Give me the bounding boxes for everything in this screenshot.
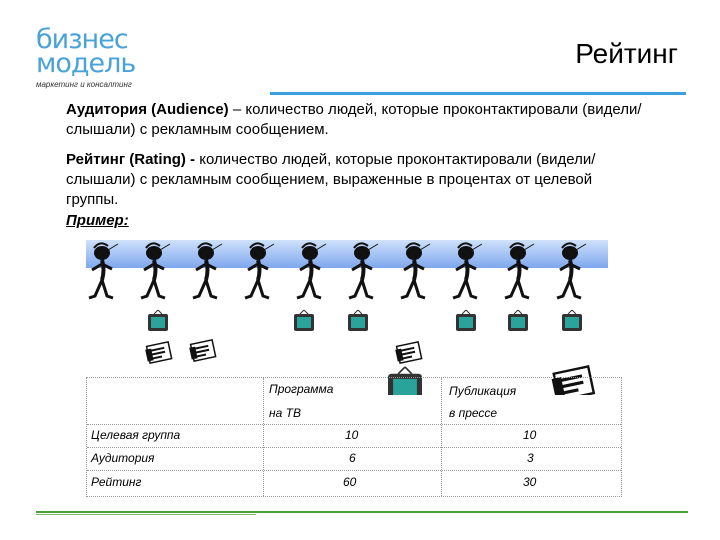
tv-icon-5 [508, 310, 528, 331]
people-illustration [86, 238, 608, 308]
audience-definition [66, 100, 646, 140]
row-label-audience: Аудитория [91, 451, 155, 465]
row-value-tv-rating: 60 [343, 475, 357, 489]
row-value-press-audience: 3 [527, 451, 534, 465]
logo [36, 24, 148, 94]
person-figure-6 [349, 243, 378, 298]
page-title: Рейтинг [575, 38, 678, 69]
logo-line2: модель [36, 48, 136, 79]
rating-term: Рейтинг (Rating) - [66, 151, 196, 168]
row-value-tv-audience: 6 [349, 451, 356, 465]
person-figure-1 [89, 243, 118, 298]
newspaper-icon-1 [145, 342, 171, 363]
audience-term: Аудитория (Audience) [66, 101, 229, 118]
rating-text: количество людей, которые проконтактировали (видели/слышали) с рекламным сообщением, выраженные в процентах от целевой группы. [66, 151, 596, 208]
header-press-line2: в прессе [449, 406, 498, 420]
newspaper-icon-2 [189, 340, 215, 361]
header-press-line1: Публикация [449, 384, 517, 398]
row-value-press-rating: 30 [523, 475, 537, 489]
person-figure-10 [557, 243, 586, 298]
rating-definition [66, 150, 646, 210]
row-label-rating: Рейтинг [91, 475, 142, 489]
tv-icon-6 [562, 310, 582, 331]
header-tv-line2: на ТВ [269, 406, 301, 420]
title-rule [270, 92, 686, 95]
table-row-divider-2 [87, 447, 621, 448]
row-label-target-group: Целевая группа [91, 428, 181, 442]
person-figure-7 [401, 243, 430, 298]
table-col-divider-1 [263, 378, 264, 496]
row-value-press-target: 10 [523, 428, 537, 442]
tv-icon-3 [348, 310, 368, 331]
rating-table [86, 377, 622, 497]
person-figure-2 [141, 243, 170, 298]
table-col-divider-2 [441, 378, 442, 496]
header-tv-line1: Программа [269, 382, 334, 396]
person-figure-5 [297, 243, 326, 298]
person-figure-3 [193, 243, 222, 298]
table-row-divider-3 [87, 470, 621, 471]
person-figure-9 [505, 243, 534, 298]
row-value-tv-target: 10 [345, 428, 359, 442]
audience-text: – количество людей, которые проконтактировали (видели/слышали) с рекламным сообщением. [66, 101, 642, 138]
table-row-divider-1 [87, 424, 621, 425]
example-label: Пример: [66, 212, 129, 229]
tv-icon-1 [148, 310, 168, 331]
logo-line1: бизнес [36, 24, 128, 55]
person-figure-8 [453, 243, 482, 298]
footer-rule [36, 511, 688, 513]
tv-icon-4 [456, 310, 476, 331]
newspaper-icon-3 [395, 342, 421, 363]
person-figure-4 [245, 243, 274, 298]
footer-rule-accent [36, 514, 256, 515]
logo-tagline: маркетинг и консалтинг [36, 80, 132, 89]
tv-icon-2 [294, 310, 314, 331]
